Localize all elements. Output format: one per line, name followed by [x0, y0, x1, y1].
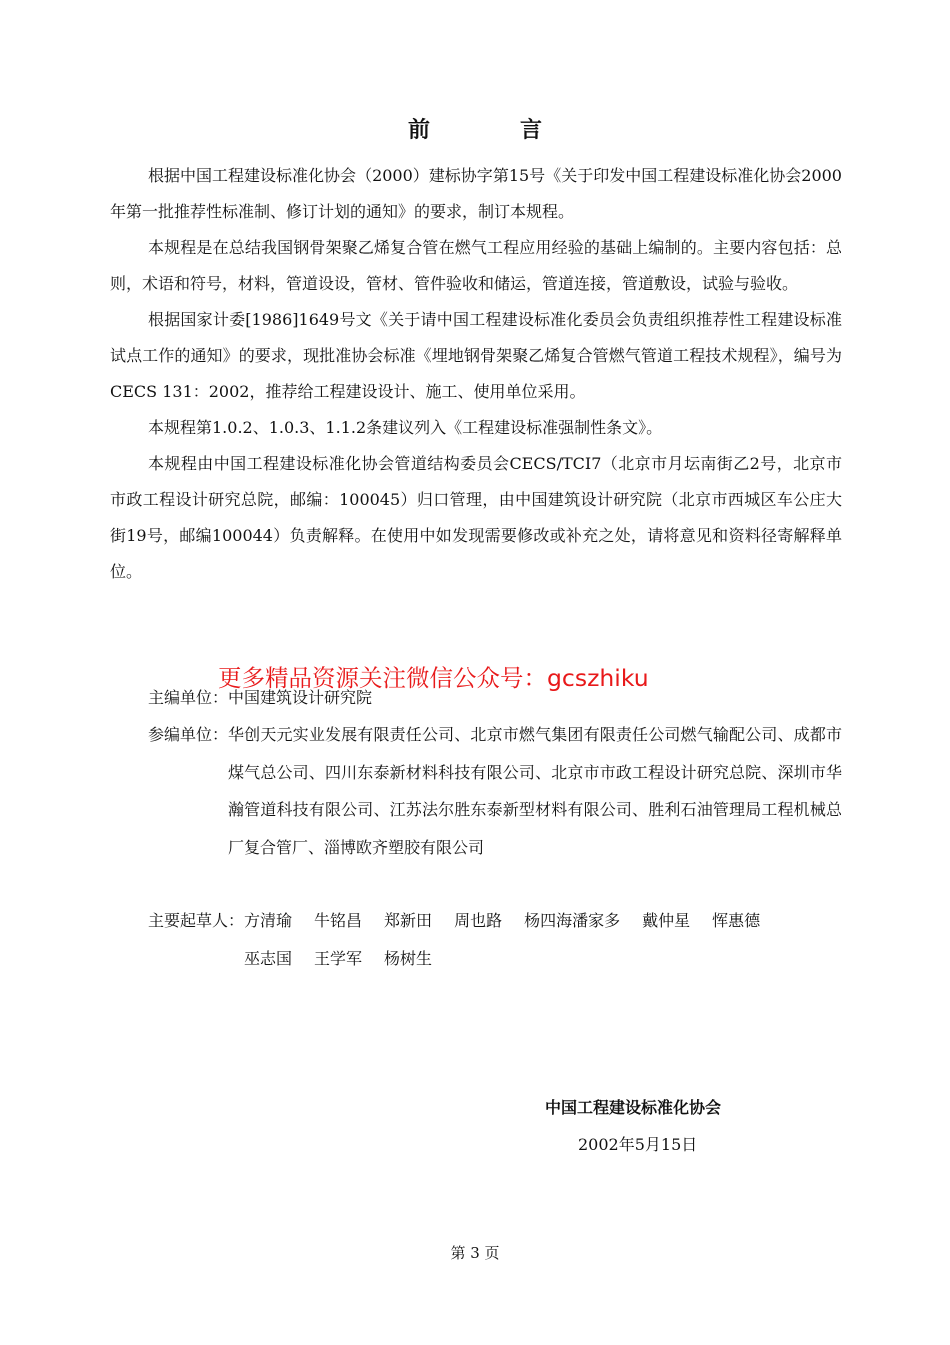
paragraph-3: 根据国家计委[1986]1649号文《关于请中国工程建设标准化委员会负责组织推荐性工程建设标准试点工作的通知》的要求，现批准协会标准《埋地钢骨架聚乙烯复合管燃气管道工程技术规程》，编号为CECS 131：2002，推荐给工程建设设计、施工、使用单位采用。	[110, 310, 842, 401]
paragraph-1: 根据中国工程建设标准化协会（2000）建标协字第15号《关于印发中国工程建设标准化协会2000年第一批推荐性标准制、修订计划的通知》的要求，制订本规程。	[110, 166, 842, 221]
chief-unit-label: 主编单位：	[148, 688, 229, 707]
chief-unit-value: 中国建筑设计研究院	[228, 688, 373, 707]
drafters-names	[244, 902, 842, 977]
drafter-name: 杨四海潘家多	[524, 911, 621, 930]
participating-units-value: 华创天元实业发展有限责任公司、北京市燃气集团有限责任公司燃气输配公司、成都市煤气总公司、四川东泰新材料科技有限公司、北京市市政工程设计研究总院、深圳市华瀚管道科技有限公司、江苏法尔胜东泰新型材料有限公司、胜利石油管理局工程机械总厂复合管厂、淄博欧齐塑胶有限公司	[228, 725, 842, 857]
issuing-organization: 中国工程建设标准化协会	[545, 1098, 722, 1117]
page-number: 第 3 页	[450, 1244, 500, 1262]
drafter-name: 郑新田	[384, 911, 433, 930]
drafters-label: 主要起草人：	[148, 911, 245, 930]
watermark-text: 更多精品资源关注微信公众号：gcszhiku	[218, 664, 649, 692]
paragraph-2: 本规程是在总结我国钢骨架聚乙烯复合管在燃气工程应用经验的基础上编制的。主要内容包括：总则，术语和符号，材料，管道设设，管材、管件验收和储运，管道连接，管道敷设，试验与验收。	[110, 238, 842, 293]
page-title: 前 言	[407, 118, 576, 143]
drafter-name: 方清瑜	[244, 911, 293, 930]
drafter-name: 恽惠德	[712, 911, 761, 930]
participating-units-row	[148, 716, 842, 866]
drafters-row	[148, 902, 842, 977]
participating-units-label: 参编单位：	[148, 725, 229, 744]
drafter-name: 戴仲星	[642, 911, 691, 930]
issue-date: 2002年5月15日	[578, 1135, 698, 1154]
paragraph-5: 本规程由中国工程建设标准化协会管道结构委员会CECS/TCI7（北京市月坛南街乙2号，北京市市政工程设计研究总院，邮编：100045）归口管理，由中国建筑设计研究院（北京市西城区车公庄大街19号，邮编100044）负责解释。在使用中如发现需要修改或补充之处，请将意见和资料径寄解释单位。	[110, 454, 842, 581]
preface-body	[110, 158, 842, 590]
drafter-name: 牛铭昌	[314, 911, 363, 930]
paragraph-4: 本规程第1.0.2、1.0.3、1.1.2条建议列入《工程建设标准强制性条文》。	[148, 418, 663, 437]
drafter-name: 周也路	[454, 911, 503, 930]
chief-unit-row	[148, 679, 842, 717]
drafter-name: 杨树生	[384, 948, 433, 968]
drafter-name: 巫志国	[244, 948, 293, 968]
drafter-name: 王学军	[314, 948, 363, 968]
